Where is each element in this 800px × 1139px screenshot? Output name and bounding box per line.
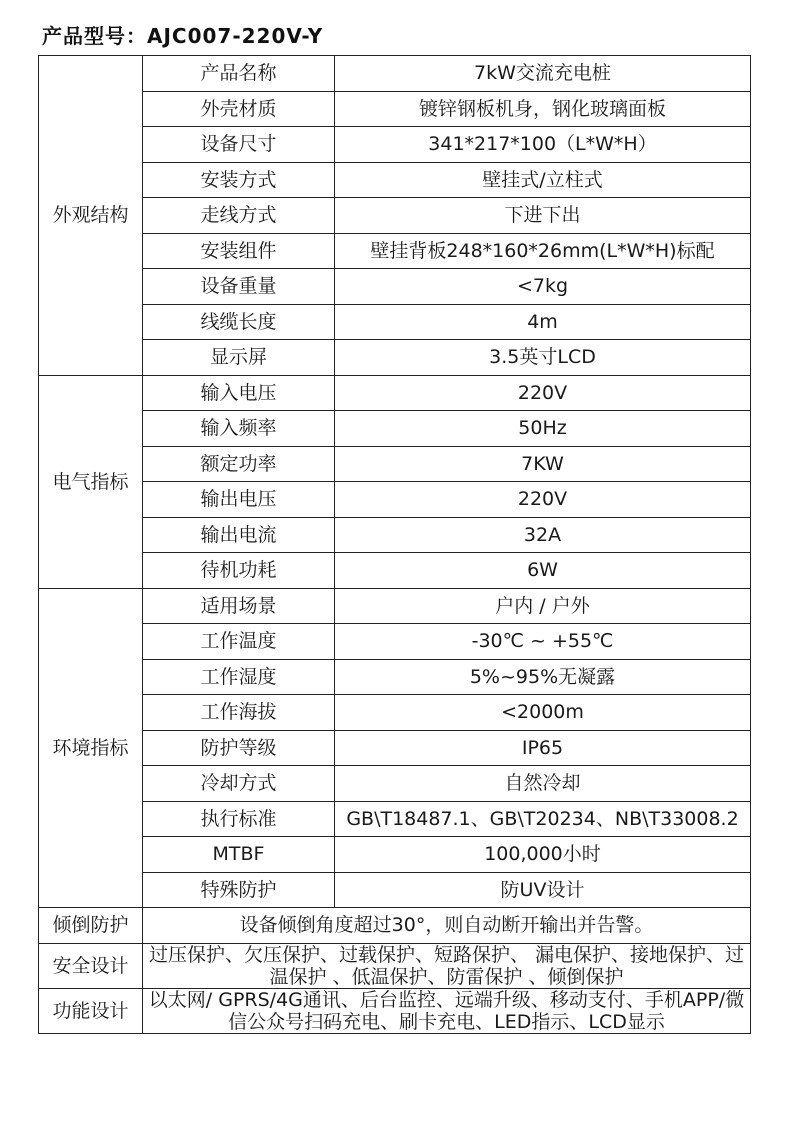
tilt-protection-value: 设备倾倒角度超过30°，则自动断开输出并告警。	[143, 908, 751, 944]
spec-value: 自然冷却	[335, 766, 751, 802]
spec-name: 设备尺寸	[143, 127, 335, 163]
spec-name: 输出电流	[143, 517, 335, 553]
table-row	[39, 766, 751, 802]
function-design-label: 功能设计	[39, 988, 143, 1033]
spec-name: 走线方式	[143, 198, 335, 234]
safety-design-value: 过压保护、欠压保护、过载保护、短路保护、 漏电保护、接地保护、过温保护 、低温保护、防雷保护 、倾倒保护	[143, 943, 751, 988]
spec-value: 220V	[335, 375, 751, 411]
spec-value: IP65	[335, 730, 751, 766]
spec-value: 6W	[335, 553, 751, 589]
table-row	[39, 375, 751, 411]
spec-name: 冷却方式	[143, 766, 335, 802]
spec-value: 7KW	[335, 446, 751, 482]
spec-value: 341*217*100（L*W*H）	[335, 127, 751, 163]
spec-name: 额定功率	[143, 446, 335, 482]
table-row	[39, 482, 751, 518]
group-label-environment: 环境指标	[39, 588, 143, 908]
spec-table	[38, 55, 751, 1034]
table-row	[39, 56, 751, 92]
spec-name: 设备重量	[143, 269, 335, 305]
spec-value: <2000m	[335, 695, 751, 731]
spec-name: 显示屏	[143, 340, 335, 376]
table-row	[39, 91, 751, 127]
table-row	[39, 127, 751, 163]
spec-value: 防UV设计	[335, 872, 751, 908]
spec-name: 适用场景	[143, 588, 335, 624]
spec-value: 壁挂式/立柱式	[335, 162, 751, 198]
spec-name: MTBF	[143, 837, 335, 873]
spec-value: 100,000小时	[335, 837, 751, 873]
spec-name: 执行标准	[143, 801, 335, 837]
spec-value: 户内 / 户外	[335, 588, 751, 624]
table-row	[39, 198, 751, 234]
spec-value: 50Hz	[335, 411, 751, 447]
table-row	[39, 837, 751, 873]
spec-value: 220V	[335, 482, 751, 518]
table-row	[39, 908, 751, 944]
spec-value: 5%~95%无凝露	[335, 659, 751, 695]
table-row	[39, 588, 751, 624]
group-label-appearance: 外观结构	[39, 56, 143, 376]
table-row	[39, 872, 751, 908]
spec-name: 安装方式	[143, 162, 335, 198]
table-row	[39, 695, 751, 731]
table-row	[39, 988, 751, 1033]
spec-value: GB\T18487.1、GB\T20234、NB\T33008.2	[335, 801, 751, 837]
table-row	[39, 162, 751, 198]
spec-name: 输出电压	[143, 482, 335, 518]
table-row	[39, 304, 751, 340]
spec-value: 7kW交流充电桩	[335, 56, 751, 92]
table-row	[39, 624, 751, 660]
spec-name: 工作海拔	[143, 695, 335, 731]
table-row	[39, 411, 751, 447]
spec-name: 输入电压	[143, 375, 335, 411]
spec-name: 线缆长度	[143, 304, 335, 340]
safety-design-label: 安全设计	[39, 943, 143, 988]
table-row	[39, 446, 751, 482]
spec-name: 待机功耗	[143, 553, 335, 589]
tilt-protection-label: 倾倒防护	[39, 908, 143, 944]
spec-name: 输入频率	[143, 411, 335, 447]
spec-name: 防护等级	[143, 730, 335, 766]
table-row	[39, 659, 751, 695]
model-title: 产品型号：AJC007-220V-Y	[42, 24, 324, 48]
function-design-value: 以太网/ GPRS/4G通讯、后台监控、远端升级、移动支付、手机APP/微信公众号扫码充电、刷卡充电、LED指示、LCD显示	[143, 988, 751, 1033]
spec-value: 壁挂背板248*160*26mm(L*W*H)标配	[335, 233, 751, 269]
spec-value: 镀锌钢板机身，钢化玻璃面板	[335, 91, 751, 127]
spec-value: 32A	[335, 517, 751, 553]
spec-value: 下进下出	[335, 198, 751, 234]
spec-value: 3.5英寸LCD	[335, 340, 751, 376]
spec-value: -30℃ ~ +55℃	[335, 624, 751, 660]
spec-name: 工作温度	[143, 624, 335, 660]
spec-name: 特殊防护	[143, 872, 335, 908]
spec-name: 工作湿度	[143, 659, 335, 695]
table-row	[39, 730, 751, 766]
spec-name: 安装组件	[143, 233, 335, 269]
table-row	[39, 233, 751, 269]
table-row	[39, 553, 751, 589]
table-row	[39, 269, 751, 305]
group-label-electrical: 电气指标	[39, 375, 143, 588]
table-row	[39, 801, 751, 837]
spec-name: 产品名称	[143, 56, 335, 92]
table-row	[39, 517, 751, 553]
table-row	[39, 943, 751, 988]
spec-value: 4m	[335, 304, 751, 340]
spec-name: 外壳材质	[143, 91, 335, 127]
table-row	[39, 340, 751, 376]
spec-value: <7kg	[335, 269, 751, 305]
